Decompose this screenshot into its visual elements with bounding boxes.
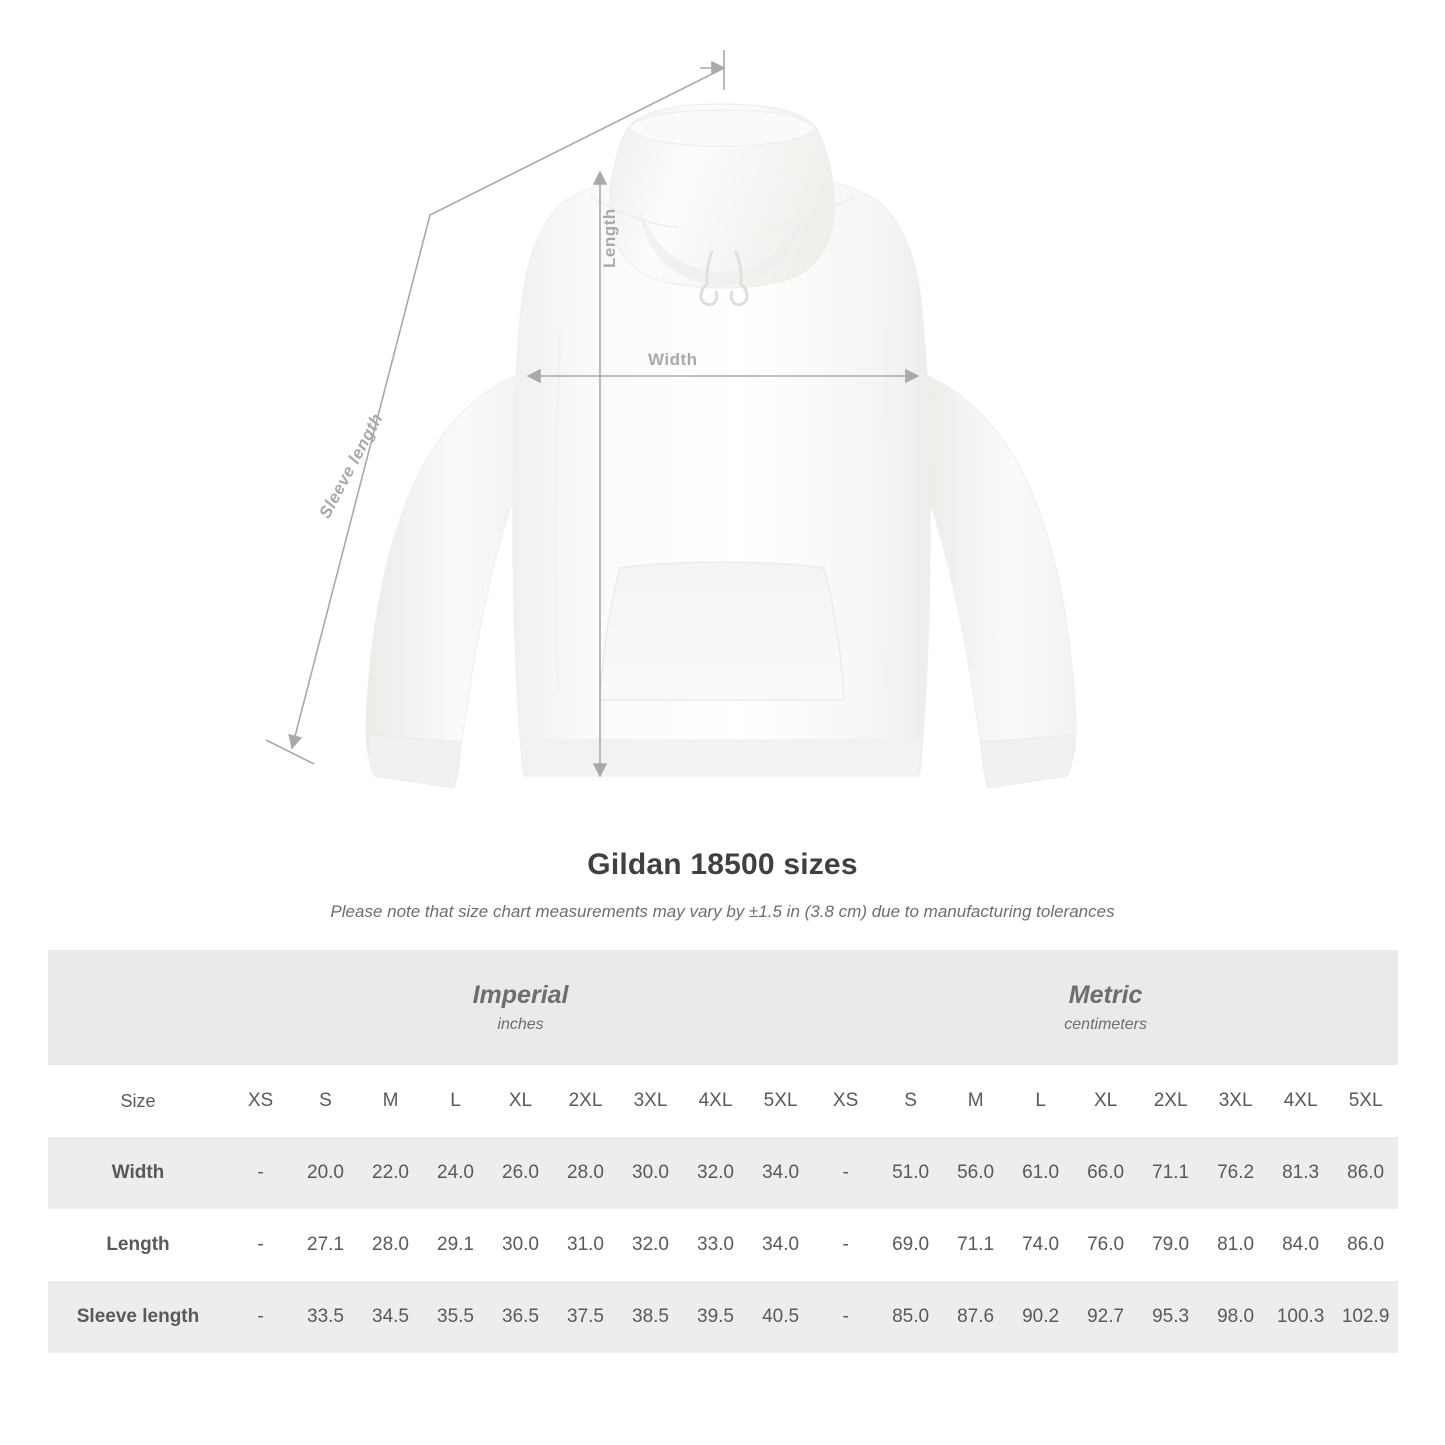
cell-width-imperial-xl: 26.0: [502, 1162, 539, 1183]
chart-heading: [0, 848, 1445, 922]
cell-sleeve-imperial-xs: -: [257, 1306, 264, 1327]
size-header-imperial-2xl: 2XL: [568, 1090, 603, 1111]
unit-subtitle-metric: centimeters: [1064, 1015, 1147, 1033]
cell-length-imperial-l: 29.1: [437, 1234, 474, 1255]
cell-sleeve-imperial-l: 35.5: [437, 1306, 474, 1327]
tolerance-note: Please note that size chart measurements may vary by ±1.5 in (3.8 cm) due to manufacturing tolerances: [330, 902, 1115, 921]
cell-width-metric-4xl: 81.3: [1282, 1162, 1320, 1183]
size-header-metric-3xl: 3XL: [1218, 1090, 1253, 1111]
cell-width-metric-l: 61.0: [1022, 1162, 1060, 1183]
cell-length-imperial-xs: -: [257, 1234, 264, 1255]
width-dimension-label: Width: [648, 350, 698, 369]
unit-subtitle-imperial: inches: [497, 1015, 544, 1033]
table-row: [48, 1209, 1398, 1281]
size-header-metric-s: S: [904, 1090, 917, 1111]
row-label-width: Width: [48, 1137, 228, 1209]
unit-title-imperial: Imperial: [472, 981, 569, 1010]
cell-length-imperial-3xl: 32.0: [632, 1234, 669, 1255]
size-header-imperial-m: M: [382, 1090, 399, 1111]
cell-length-imperial-xl: 30.0: [502, 1234, 539, 1255]
cell-length-metric-xl: 76.0: [1087, 1234, 1125, 1255]
cell-sleeve-imperial-xl: 36.5: [502, 1306, 539, 1327]
cell-sleeve-imperial-4xl: 39.5: [697, 1306, 734, 1327]
cell-width-imperial-3xl: 30.0: [632, 1162, 669, 1183]
size-header-metric-m: M: [967, 1090, 984, 1111]
cell-length-metric-l: 74.0: [1022, 1234, 1060, 1255]
cell-sleeve-metric-2xl: 95.3: [1152, 1306, 1190, 1327]
cell-length-imperial-5xl: 34.0: [762, 1234, 800, 1255]
cell-length-metric-3xl: 81.0: [1217, 1234, 1255, 1255]
size-header-imperial-l: L: [450, 1090, 461, 1111]
cell-length-metric-4xl: 84.0: [1282, 1234, 1320, 1255]
cell-sleeve-imperial-2xl: 37.5: [567, 1306, 604, 1327]
cell-sleeve-imperial-m: 34.5: [372, 1306, 409, 1327]
page-title: Gildan 18500 sizes: [587, 848, 858, 881]
cell-sleeve-metric-s: 85.0: [892, 1306, 930, 1327]
cell-length-imperial-2xl: 31.0: [567, 1234, 604, 1255]
size-header-imperial-3xl: 3XL: [633, 1090, 668, 1111]
cell-length-imperial-s: 27.1: [307, 1234, 344, 1255]
cell-width-metric-s: 51.0: [892, 1162, 930, 1183]
size-header-metric-xs: XS: [832, 1090, 859, 1111]
size-header-label: Size: [120, 1090, 156, 1111]
cell-width-imperial-m: 22.0: [372, 1162, 409, 1183]
unit-header-imperial: [228, 950, 813, 1065]
sleeve-length-dimension-label: Sleeve length: [315, 410, 387, 522]
unit-header-metric: [813, 950, 1398, 1065]
size-table-wrapper: [48, 950, 1397, 1353]
cell-length-imperial-4xl: 33.0: [697, 1234, 734, 1255]
cell-length-metric-m: 71.1: [957, 1234, 995, 1255]
size-header-metric-4xl: 4XL: [1283, 1090, 1318, 1111]
size-header-row: [48, 1065, 1398, 1137]
cell-width-imperial-xs: -: [257, 1162, 264, 1183]
size-header-imperial-s: S: [319, 1090, 332, 1111]
unit-title-metric: Metric: [1068, 981, 1143, 1010]
cell-sleeve-metric-xl: 92.7: [1087, 1306, 1125, 1327]
cell-width-imperial-5xl: 34.0: [762, 1162, 800, 1183]
cell-length-metric-2xl: 79.0: [1152, 1234, 1190, 1255]
length-dimension-label: Length: [600, 208, 619, 268]
size-header-metric-xl: XL: [1093, 1090, 1118, 1111]
cell-sleeve-metric-l: 90.2: [1022, 1306, 1060, 1327]
row-label-length: Length: [48, 1209, 228, 1281]
cell-sleeve-metric-xs: -: [842, 1306, 849, 1327]
unit-header-row: [48, 950, 1398, 1065]
cell-length-metric-xs: -: [842, 1234, 849, 1255]
cell-sleeve-metric-5xl: 102.9: [1341, 1306, 1390, 1327]
cell-length-metric-5xl: 86.0: [1347, 1234, 1385, 1255]
cell-width-imperial-4xl: 32.0: [697, 1162, 734, 1183]
cell-width-imperial-l: 24.0: [437, 1162, 474, 1183]
size-header-imperial-5xl: 5XL: [763, 1090, 798, 1111]
cell-sleeve-imperial-s: 33.5: [307, 1306, 344, 1327]
size-header-imperial-xl: XL: [508, 1090, 533, 1111]
cell-width-metric-m: 56.0: [957, 1162, 995, 1183]
cell-length-metric-s: 69.0: [892, 1234, 930, 1255]
cell-sleeve-metric-3xl: 98.0: [1217, 1306, 1255, 1327]
size-table: [48, 950, 1398, 1353]
unit-header-spacer: [48, 950, 228, 1065]
cell-sleeve-imperial-5xl: 40.5: [762, 1306, 800, 1327]
size-header-imperial-xs: XS: [247, 1090, 274, 1111]
cell-width-metric-xl: 66.0: [1087, 1162, 1125, 1183]
cell-sleeve-imperial-3xl: 38.5: [632, 1306, 669, 1327]
size-header-metric-l: L: [1035, 1090, 1046, 1111]
cell-width-imperial-2xl: 28.0: [567, 1162, 604, 1183]
table-row: [48, 1137, 1398, 1209]
cell-width-metric-xs: -: [842, 1162, 849, 1183]
cell-width-metric-3xl: 76.2: [1217, 1162, 1255, 1183]
size-header-metric-2xl: 2XL: [1153, 1090, 1188, 1111]
row-label-sleeve-length: Sleeve length: [48, 1281, 228, 1353]
cell-width-metric-2xl: 71.1: [1152, 1162, 1190, 1183]
cell-sleeve-metric-m: 87.6: [957, 1306, 995, 1327]
size-header-metric-5xl: 5XL: [1348, 1090, 1383, 1111]
cell-width-metric-5xl: 86.0: [1347, 1162, 1385, 1183]
cell-sleeve-metric-4xl: 100.3: [1276, 1306, 1325, 1327]
cell-width-imperial-s: 20.0: [307, 1162, 344, 1183]
size-header-imperial-4xl: 4XL: [698, 1090, 733, 1111]
table-row: [48, 1281, 1398, 1353]
cell-length-imperial-m: 28.0: [372, 1234, 409, 1255]
